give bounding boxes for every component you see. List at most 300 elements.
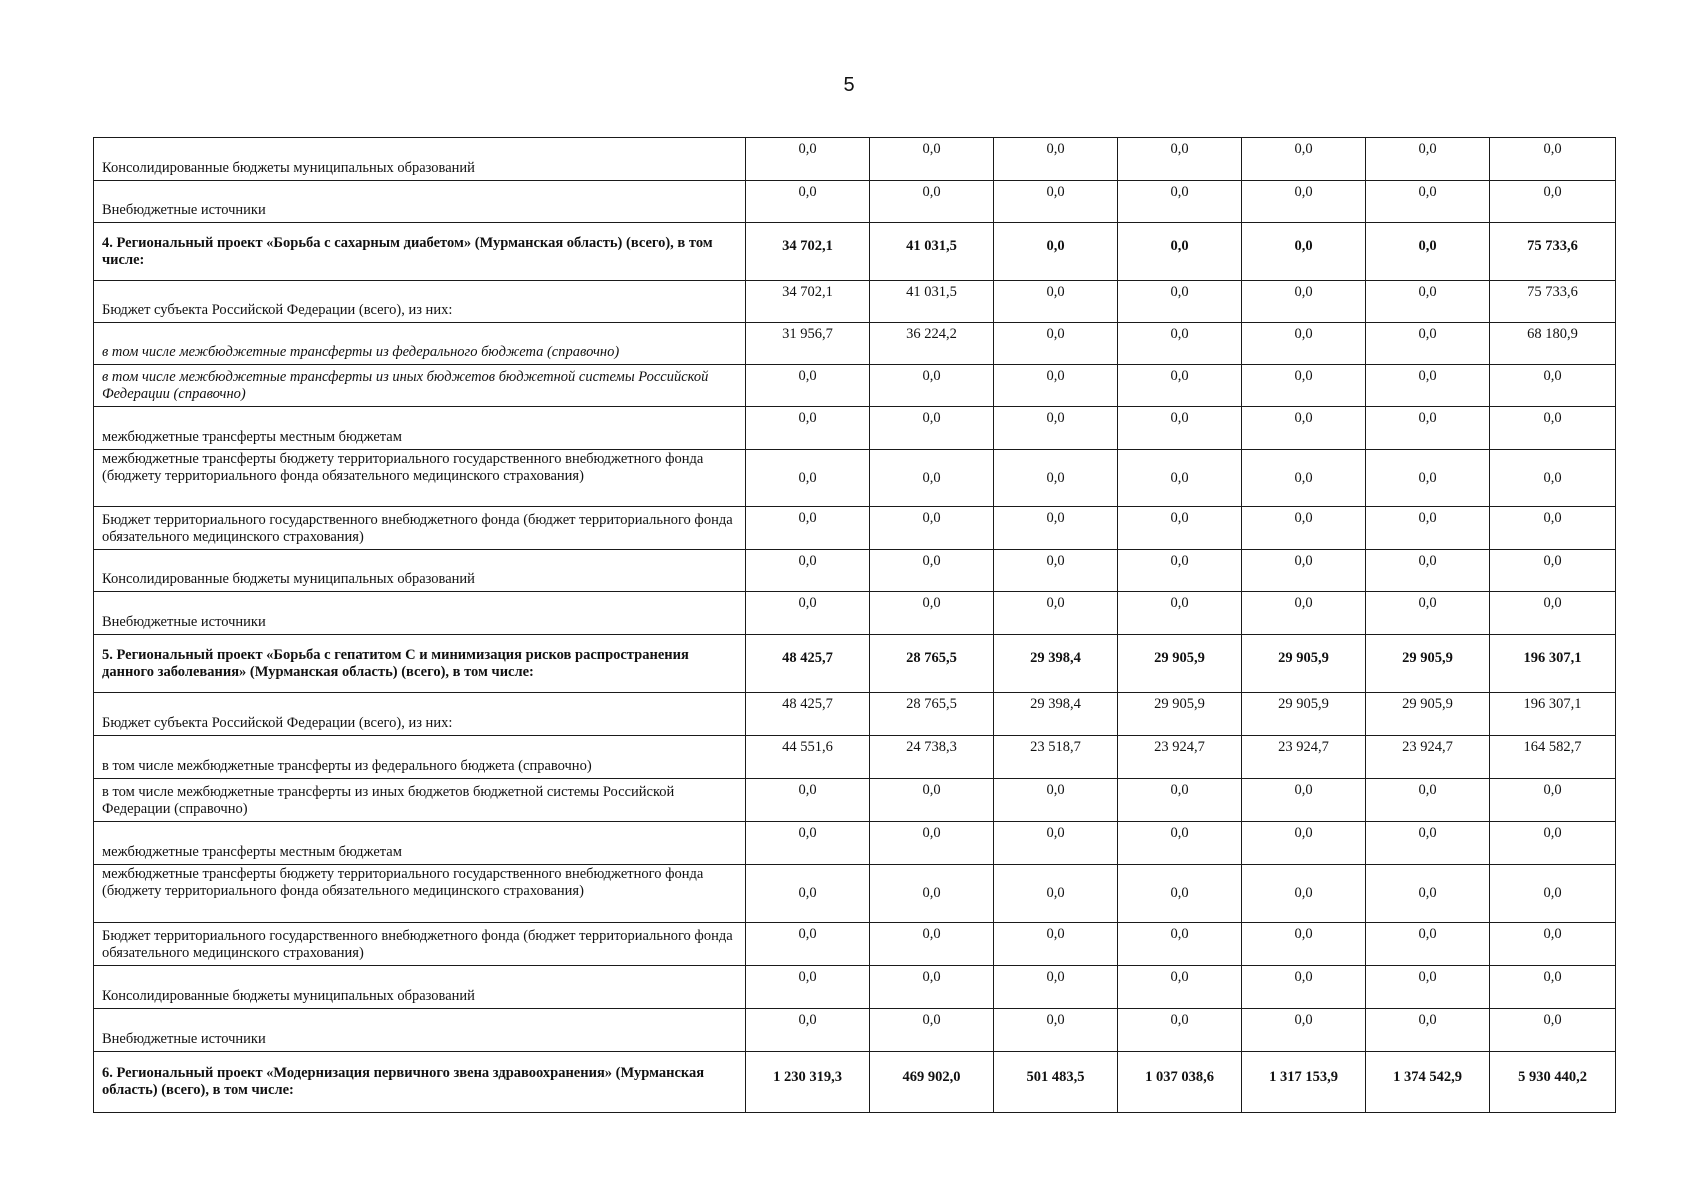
value-cell bbox=[994, 407, 1118, 450]
value-text: 0,0 bbox=[798, 553, 817, 569]
value-text: 0,0 bbox=[1418, 368, 1437, 384]
row-label: 4. Региональный проект «Борьба с сахарным диабетом» (Мурманская область) (всего), в том числе: bbox=[94, 223, 746, 281]
value-cell bbox=[746, 450, 870, 507]
value-cell bbox=[746, 281, 870, 323]
value-text: 41 031,5 bbox=[906, 238, 957, 254]
value-cell bbox=[870, 822, 994, 865]
table-row bbox=[94, 779, 1616, 822]
table-row bbox=[94, 407, 1616, 450]
value-text: 0,0 bbox=[1418, 782, 1437, 798]
value-text: 0,0 bbox=[1046, 926, 1065, 942]
value-text: 0,0 bbox=[922, 141, 941, 157]
value-cell bbox=[1118, 1009, 1242, 1052]
value-cell bbox=[1366, 1009, 1490, 1052]
value-text: 0,0 bbox=[1046, 284, 1065, 300]
budget-table bbox=[93, 137, 1616, 1113]
value-cell bbox=[870, 138, 994, 181]
value-cell bbox=[746, 1052, 870, 1113]
row-label: Консолидированные бюджеты муниципальных образований bbox=[94, 550, 746, 592]
value-text: 0,0 bbox=[798, 368, 817, 384]
value-cell bbox=[1118, 223, 1242, 281]
value-text: 0,0 bbox=[1046, 184, 1065, 200]
value-text: 0,0 bbox=[1170, 238, 1189, 254]
value-text: 48 425,7 bbox=[782, 696, 833, 712]
row-label: Бюджет территориального государственного внебюджетного фонда (бюджет территориального фонда обязательного медицинского страхования) bbox=[94, 507, 746, 550]
value-text: 501 483,5 bbox=[1026, 1068, 1085, 1085]
value-cell bbox=[870, 693, 994, 736]
value-text: 0,0 bbox=[1418, 885, 1437, 901]
value-text: 196 307,1 bbox=[1523, 650, 1582, 666]
value-text: 5 930 440,2 bbox=[1518, 1068, 1587, 1085]
value-text: 0,0 bbox=[1418, 553, 1437, 569]
value-text: 0,0 bbox=[922, 969, 941, 985]
row-label: Бюджет субъекта Российской Федерации (всего), из них: bbox=[94, 693, 746, 736]
value-text: 0,0 bbox=[1418, 238, 1437, 254]
value-cell bbox=[746, 592, 870, 635]
table-row bbox=[94, 822, 1616, 865]
value-cell bbox=[870, 365, 994, 407]
value-text: 0,0 bbox=[1418, 1012, 1437, 1028]
value-cell bbox=[1366, 966, 1490, 1009]
value-cell bbox=[1242, 1009, 1366, 1052]
value-text: 0,0 bbox=[798, 184, 817, 200]
table-row bbox=[94, 223, 1616, 281]
value-cell bbox=[1118, 592, 1242, 635]
value-cell bbox=[1490, 223, 1616, 281]
value-text: 0,0 bbox=[1046, 825, 1065, 841]
value-cell bbox=[746, 550, 870, 592]
value-cell bbox=[870, 923, 994, 966]
row-label: Внебюджетные источники bbox=[94, 592, 746, 635]
row-label: межбюджетные трансферты бюджету территориального государственного внебюджетного фонда (бюджету территориального фонда обязательного медицинского страхования) bbox=[94, 865, 746, 923]
value-text: 0,0 bbox=[1294, 184, 1313, 200]
value-cell bbox=[870, 779, 994, 822]
value-text: 34 702,1 bbox=[782, 238, 833, 254]
value-text: 0,0 bbox=[1294, 595, 1313, 611]
value-cell bbox=[870, 450, 994, 507]
value-text: 0,0 bbox=[1046, 141, 1065, 157]
value-cell bbox=[994, 779, 1118, 822]
value-text: 0,0 bbox=[1170, 510, 1189, 526]
value-cell bbox=[994, 822, 1118, 865]
value-text: 0,0 bbox=[1543, 510, 1562, 526]
row-label: Консолидированные бюджеты муниципальных образований bbox=[94, 138, 746, 181]
value-text: 1 230 319,3 bbox=[773, 1068, 842, 1085]
value-text: 29 905,9 bbox=[1278, 650, 1329, 666]
value-cell bbox=[870, 736, 994, 779]
value-text: 0,0 bbox=[1170, 368, 1189, 384]
value-text: 0,0 bbox=[1418, 326, 1437, 342]
value-cell bbox=[994, 323, 1118, 365]
value-text: 0,0 bbox=[1543, 595, 1562, 611]
value-cell bbox=[1118, 923, 1242, 966]
table-row bbox=[94, 550, 1616, 592]
value-text: 29 905,9 bbox=[1278, 696, 1329, 712]
value-cell bbox=[1242, 365, 1366, 407]
value-text: 0,0 bbox=[1418, 184, 1437, 200]
table-row bbox=[94, 1052, 1616, 1113]
value-cell bbox=[746, 693, 870, 736]
value-cell bbox=[1242, 1052, 1366, 1113]
value-cell bbox=[1366, 223, 1490, 281]
value-text: 0,0 bbox=[1418, 595, 1437, 611]
value-text: 0,0 bbox=[1170, 825, 1189, 841]
value-text: 0,0 bbox=[1046, 885, 1065, 901]
value-text: 0,0 bbox=[922, 885, 941, 901]
value-text: 0,0 bbox=[1543, 410, 1562, 426]
value-cell bbox=[1242, 450, 1366, 507]
value-text: 1 317 153,9 bbox=[1269, 1068, 1338, 1085]
value-text: 0,0 bbox=[1170, 326, 1189, 342]
table-row bbox=[94, 323, 1616, 365]
value-text: 34 702,1 bbox=[782, 284, 833, 300]
value-text: 0,0 bbox=[798, 410, 817, 426]
value-text: 0,0 bbox=[798, 782, 817, 798]
value-cell bbox=[1490, 407, 1616, 450]
value-cell bbox=[1118, 822, 1242, 865]
value-text: 29 398,4 bbox=[1030, 650, 1081, 666]
value-cell bbox=[1366, 365, 1490, 407]
value-text: 0,0 bbox=[922, 510, 941, 526]
value-text: 164 582,7 bbox=[1523, 739, 1582, 755]
table-row bbox=[94, 365, 1616, 407]
value-cell bbox=[870, 323, 994, 365]
value-cell bbox=[1490, 181, 1616, 223]
value-text: 0,0 bbox=[1294, 825, 1313, 841]
value-cell bbox=[1366, 550, 1490, 592]
value-cell bbox=[1490, 635, 1616, 693]
value-cell bbox=[1118, 181, 1242, 223]
value-cell bbox=[1490, 779, 1616, 822]
value-text: 44 551,6 bbox=[782, 739, 833, 755]
value-cell bbox=[1490, 550, 1616, 592]
value-text: 0,0 bbox=[1170, 141, 1189, 157]
value-text: 0,0 bbox=[1170, 969, 1189, 985]
value-cell bbox=[994, 365, 1118, 407]
value-cell bbox=[1490, 138, 1616, 181]
value-text: 1 037 038,6 bbox=[1145, 1068, 1214, 1085]
value-cell bbox=[1242, 779, 1366, 822]
value-text: 0,0 bbox=[798, 885, 817, 901]
value-cell bbox=[1242, 407, 1366, 450]
value-text: 0,0 bbox=[1170, 1012, 1189, 1028]
value-cell bbox=[994, 550, 1118, 592]
value-cell bbox=[746, 365, 870, 407]
value-cell bbox=[746, 407, 870, 450]
value-cell bbox=[870, 1052, 994, 1113]
value-cell bbox=[1366, 1052, 1490, 1113]
value-text: 41 031,5 bbox=[906, 284, 957, 300]
value-cell bbox=[994, 635, 1118, 693]
value-text: 23 518,7 bbox=[1030, 739, 1081, 755]
value-cell bbox=[1118, 281, 1242, 323]
table-row bbox=[94, 281, 1616, 323]
value-cell bbox=[870, 281, 994, 323]
value-text: 0,0 bbox=[1294, 782, 1313, 798]
value-cell bbox=[994, 507, 1118, 550]
value-text: 36 224,2 bbox=[906, 326, 957, 342]
value-text: 0,0 bbox=[1418, 141, 1437, 157]
value-cell bbox=[1242, 966, 1366, 1009]
value-cell bbox=[1366, 138, 1490, 181]
value-cell bbox=[746, 822, 870, 865]
value-cell bbox=[994, 966, 1118, 1009]
value-text: 29 905,9 bbox=[1402, 650, 1453, 666]
value-text: 0,0 bbox=[922, 469, 941, 486]
table-row bbox=[94, 966, 1616, 1009]
value-text: 0,0 bbox=[1294, 510, 1313, 526]
value-cell bbox=[1366, 635, 1490, 693]
table-row bbox=[94, 138, 1616, 181]
value-text: 0,0 bbox=[1170, 595, 1189, 611]
value-cell bbox=[1366, 407, 1490, 450]
row-label: Внебюджетные источники bbox=[94, 181, 746, 223]
value-text: 0,0 bbox=[1046, 469, 1065, 486]
value-text: 0,0 bbox=[1418, 284, 1437, 300]
value-text: 0,0 bbox=[798, 825, 817, 841]
value-text: 0,0 bbox=[922, 1012, 941, 1028]
value-cell bbox=[1118, 138, 1242, 181]
value-cell bbox=[870, 407, 994, 450]
value-text: 0,0 bbox=[1046, 595, 1065, 611]
value-cell bbox=[1490, 507, 1616, 550]
value-text: 0,0 bbox=[922, 595, 941, 611]
value-cell bbox=[746, 736, 870, 779]
value-text: 0,0 bbox=[1294, 368, 1313, 384]
value-text: 0,0 bbox=[922, 410, 941, 426]
value-cell bbox=[746, 923, 870, 966]
value-text: 0,0 bbox=[1170, 553, 1189, 569]
value-text: 0,0 bbox=[1046, 410, 1065, 426]
table-row bbox=[94, 592, 1616, 635]
value-cell bbox=[1118, 407, 1242, 450]
value-cell bbox=[870, 592, 994, 635]
value-cell bbox=[1118, 365, 1242, 407]
value-text: 0,0 bbox=[1543, 141, 1562, 157]
value-cell bbox=[1118, 736, 1242, 779]
value-cell bbox=[1366, 592, 1490, 635]
value-text: 0,0 bbox=[1170, 469, 1189, 486]
value-text: 0,0 bbox=[798, 469, 817, 486]
value-text: 28 765,5 bbox=[906, 650, 957, 666]
value-text: 0,0 bbox=[1418, 469, 1437, 486]
value-text: 0,0 bbox=[1046, 510, 1065, 526]
value-cell bbox=[1366, 736, 1490, 779]
value-cell bbox=[1118, 1052, 1242, 1113]
value-text: 0,0 bbox=[1170, 410, 1189, 426]
value-cell bbox=[870, 1009, 994, 1052]
value-cell bbox=[1242, 822, 1366, 865]
value-text: 0,0 bbox=[1170, 284, 1189, 300]
value-cell bbox=[870, 635, 994, 693]
value-text: 0,0 bbox=[922, 782, 941, 798]
value-text: 0,0 bbox=[1294, 553, 1313, 569]
table-row bbox=[94, 865, 1616, 923]
value-cell bbox=[870, 865, 994, 923]
value-cell bbox=[1242, 736, 1366, 779]
value-text: 0,0 bbox=[1543, 782, 1562, 798]
value-text: 0,0 bbox=[1046, 1012, 1065, 1028]
value-cell bbox=[994, 1009, 1118, 1052]
value-text: 0,0 bbox=[1046, 238, 1065, 254]
table-row bbox=[94, 923, 1616, 966]
value-cell bbox=[994, 223, 1118, 281]
value-cell bbox=[1366, 323, 1490, 365]
row-label: Консолидированные бюджеты муниципальных образований bbox=[94, 966, 746, 1009]
value-cell bbox=[746, 223, 870, 281]
value-cell bbox=[1366, 865, 1490, 923]
value-cell bbox=[1490, 450, 1616, 507]
row-label: Внебюджетные источники bbox=[94, 1009, 746, 1052]
value-cell bbox=[1118, 507, 1242, 550]
value-text: 0,0 bbox=[1170, 782, 1189, 798]
value-cell bbox=[1366, 923, 1490, 966]
value-cell bbox=[1490, 323, 1616, 365]
value-text: 75 733,6 bbox=[1527, 238, 1578, 254]
value-text: 75 733,6 bbox=[1527, 284, 1578, 300]
value-cell bbox=[1490, 923, 1616, 966]
row-label: в том числе межбюджетные трансферты из иных бюджетов бюджетной системы Российской Федерации (справочно) bbox=[94, 365, 746, 407]
value-text: 0,0 bbox=[1294, 141, 1313, 157]
value-cell bbox=[994, 138, 1118, 181]
value-text: 48 425,7 bbox=[782, 650, 833, 666]
row-label: 6. Региональный проект «Модернизация первичного звена здравоохранения» (Мурманская область) (всего), в том числе: bbox=[94, 1052, 746, 1113]
value-cell bbox=[1118, 865, 1242, 923]
value-cell bbox=[1118, 966, 1242, 1009]
value-cell bbox=[870, 550, 994, 592]
value-cell bbox=[1490, 865, 1616, 923]
table-row bbox=[94, 181, 1616, 223]
value-cell bbox=[1242, 550, 1366, 592]
value-text: 0,0 bbox=[1294, 469, 1313, 486]
value-cell bbox=[994, 181, 1118, 223]
value-text: 0,0 bbox=[922, 368, 941, 384]
value-cell bbox=[1118, 779, 1242, 822]
value-cell bbox=[1490, 281, 1616, 323]
value-cell bbox=[746, 779, 870, 822]
value-text: 0,0 bbox=[1543, 184, 1562, 200]
value-cell bbox=[994, 736, 1118, 779]
value-text: 23 924,7 bbox=[1402, 739, 1453, 755]
value-cell bbox=[1118, 323, 1242, 365]
value-cell bbox=[1366, 181, 1490, 223]
value-text: 0,0 bbox=[1294, 238, 1313, 254]
value-text: 0,0 bbox=[922, 184, 941, 200]
value-cell bbox=[1366, 281, 1490, 323]
value-cell bbox=[746, 323, 870, 365]
row-label: межбюджетные трансферты местным бюджетам bbox=[94, 407, 746, 450]
value-cell bbox=[870, 181, 994, 223]
value-text: 23 924,7 bbox=[1154, 739, 1205, 755]
value-text: 0,0 bbox=[1046, 782, 1065, 798]
table-row bbox=[94, 736, 1616, 779]
value-cell bbox=[1490, 693, 1616, 736]
value-cell bbox=[746, 138, 870, 181]
value-cell bbox=[1242, 693, 1366, 736]
value-cell bbox=[746, 635, 870, 693]
value-cell bbox=[870, 966, 994, 1009]
value-cell bbox=[1242, 281, 1366, 323]
value-text: 1 374 542,9 bbox=[1393, 1068, 1462, 1085]
value-text: 0,0 bbox=[798, 1012, 817, 1028]
value-text: 0,0 bbox=[798, 926, 817, 942]
value-text: 0,0 bbox=[1294, 1012, 1313, 1028]
value-cell bbox=[994, 865, 1118, 923]
table-row bbox=[94, 635, 1616, 693]
value-text: 0,0 bbox=[1046, 326, 1065, 342]
value-cell bbox=[1490, 365, 1616, 407]
value-cell bbox=[746, 966, 870, 1009]
value-cell bbox=[1490, 966, 1616, 1009]
value-cell bbox=[1118, 450, 1242, 507]
value-text: 0,0 bbox=[1046, 368, 1065, 384]
table-row bbox=[94, 507, 1616, 550]
value-text: 0,0 bbox=[798, 595, 817, 611]
value-cell bbox=[1366, 693, 1490, 736]
value-cell bbox=[746, 865, 870, 923]
value-cell bbox=[746, 181, 870, 223]
row-label: 5. Региональный проект «Борьба с гепатитом С и минимизация рисков распространения данного заболевания» (Мурманская область) (всего), в том числе: bbox=[94, 635, 746, 693]
value-text: 0,0 bbox=[1046, 969, 1065, 985]
value-cell bbox=[1242, 323, 1366, 365]
row-label: в том числе межбюджетные трансферты из федерального бюджета (справочно) bbox=[94, 736, 746, 779]
row-label: в том числе межбюджетные трансферты из федерального бюджета (справочно) bbox=[94, 323, 746, 365]
value-text: 0,0 bbox=[922, 926, 941, 942]
value-cell bbox=[994, 693, 1118, 736]
table-row bbox=[94, 450, 1616, 507]
value-cell bbox=[1118, 635, 1242, 693]
value-text: 24 738,3 bbox=[906, 739, 957, 755]
value-text: 0,0 bbox=[1294, 885, 1313, 901]
value-text: 0,0 bbox=[1294, 926, 1313, 942]
value-cell bbox=[994, 592, 1118, 635]
value-text: 0,0 bbox=[1418, 410, 1437, 426]
value-text: 0,0 bbox=[1418, 825, 1437, 841]
value-text: 0,0 bbox=[1294, 326, 1313, 342]
value-cell bbox=[1366, 822, 1490, 865]
value-text: 0,0 bbox=[1294, 284, 1313, 300]
value-text: 0,0 bbox=[1543, 825, 1562, 841]
value-cell bbox=[1490, 1009, 1616, 1052]
value-cell bbox=[1242, 223, 1366, 281]
page-number: 5 bbox=[843, 74, 855, 96]
value-text: 29 905,9 bbox=[1402, 696, 1453, 712]
value-cell bbox=[1242, 592, 1366, 635]
value-text: 469 902,0 bbox=[902, 1068, 961, 1085]
row-label: Бюджет территориального государственного внебюджетного фонда (бюджет территориального фонда обязательного медицинского страхования) bbox=[94, 923, 746, 966]
value-cell bbox=[1242, 138, 1366, 181]
value-cell bbox=[994, 923, 1118, 966]
value-text: 0,0 bbox=[922, 825, 941, 841]
value-text: 0,0 bbox=[1543, 553, 1562, 569]
value-text: 0,0 bbox=[798, 969, 817, 985]
value-text: 0,0 bbox=[1294, 969, 1313, 985]
table-row bbox=[94, 693, 1616, 736]
row-label: в том числе межбюджетные трансферты из иных бюджетов бюджетной системы Российской Федерации (справочно) bbox=[94, 779, 746, 822]
value-text: 31 956,7 bbox=[782, 326, 833, 342]
value-text: 29 905,9 bbox=[1154, 650, 1205, 666]
value-cell bbox=[746, 507, 870, 550]
value-cell bbox=[994, 281, 1118, 323]
value-cell bbox=[1118, 550, 1242, 592]
value-text: 68 180,9 bbox=[1527, 326, 1578, 342]
value-text: 196 307,1 bbox=[1523, 696, 1582, 712]
value-text: 0,0 bbox=[1543, 969, 1562, 985]
value-cell bbox=[1490, 1052, 1616, 1113]
value-cell bbox=[994, 1052, 1118, 1113]
value-text: 23 924,7 bbox=[1278, 739, 1329, 755]
row-label: межбюджетные трансферты бюджету территориального государственного внебюджетного фонда (бюджету территориального фонда обязательного медицинского страхования) bbox=[94, 450, 746, 507]
